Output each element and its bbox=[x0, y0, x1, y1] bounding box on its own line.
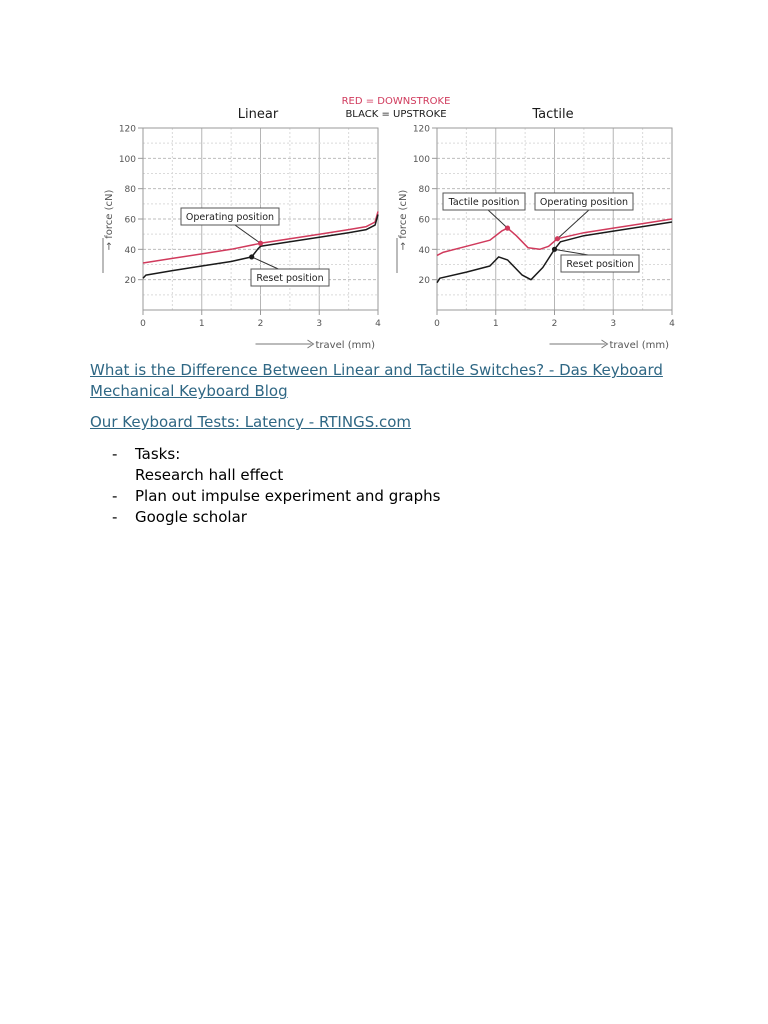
list-dash: - bbox=[112, 487, 118, 505]
link-das-keyboard-line1: What is the Difference Between Linear and Tactile Switches? - Das Keyboard bbox=[90, 361, 663, 379]
chart1-xtick-label: 4 bbox=[375, 319, 381, 329]
chart2-annotation-label: Operating position bbox=[539, 197, 629, 208]
chart2-ytick-label: 20 bbox=[418, 276, 430, 287]
chart1-ytick-label: 100 bbox=[118, 154, 136, 165]
link-rtings[interactable] bbox=[90, 412, 690, 433]
chart1-xtick-label: 0 bbox=[140, 319, 146, 329]
task-text: Google scholar bbox=[135, 508, 247, 526]
task-list bbox=[112, 444, 712, 528]
chart1-xtick-label: 2 bbox=[257, 319, 264, 329]
chart2-xlabel: travel (mm) bbox=[609, 340, 669, 351]
reference-links bbox=[90, 360, 690, 433]
chart2-xtick-label: 0 bbox=[434, 319, 440, 329]
chart2-ytick-label: 100 bbox=[412, 154, 430, 165]
list-item bbox=[112, 444, 712, 486]
chart2-ytick-label: 80 bbox=[418, 185, 430, 196]
chart1-annotation-point bbox=[258, 241, 263, 246]
chart2-ytick-label: 40 bbox=[418, 245, 430, 256]
list-item bbox=[112, 507, 712, 528]
task-text: Research hall effect bbox=[135, 466, 284, 484]
chart1-title: Linear bbox=[237, 107, 279, 122]
chart1-annotation-label: Reset position bbox=[256, 273, 324, 284]
chart2-annotation-point bbox=[505, 226, 510, 231]
list-dash: - bbox=[112, 445, 118, 463]
chart2-annotation-label: Reset position bbox=[566, 259, 634, 270]
chart1-annotation-label: Operating position bbox=[185, 212, 275, 223]
chart2-xtick-label: 2 bbox=[551, 319, 558, 329]
switch-force-curve-figure bbox=[88, 88, 684, 358]
chart1-xtick-label: 3 bbox=[316, 319, 323, 329]
chart1-ytick-label: 20 bbox=[124, 276, 136, 287]
task-heading: Tasks: bbox=[135, 445, 181, 463]
link-das-keyboard[interactable] bbox=[90, 360, 690, 402]
list-item bbox=[112, 486, 712, 507]
chart1-xtick-label: 1 bbox=[198, 319, 205, 329]
chart2-ytick-label: 60 bbox=[418, 215, 430, 226]
task-text: Plan out impulse experiment and graphs bbox=[135, 487, 441, 505]
chart1-ytick-label: 120 bbox=[118, 124, 136, 135]
link-rtings-label: Our Keyboard Tests: Latency - RTINGS.com bbox=[90, 413, 412, 431]
chart1-xlabel: travel (mm) bbox=[315, 340, 375, 351]
link-das-keyboard-line2: Mechanical Keyboard Blog bbox=[90, 382, 288, 400]
force-travel-charts bbox=[88, 88, 684, 358]
chart2-annotation-point bbox=[555, 236, 560, 241]
list-dash: - bbox=[112, 508, 118, 526]
chart1-annotation-point bbox=[249, 254, 254, 259]
chart2-annotation-label: Tactile position bbox=[448, 197, 520, 208]
chart2-annotation-leader bbox=[555, 249, 589, 255]
chart2-annotation-point bbox=[552, 247, 557, 252]
chart1-ytick-label: 80 bbox=[124, 185, 136, 196]
chart2-xtick-label: 1 bbox=[492, 319, 499, 329]
chart1-ylabel: → force (cN) bbox=[104, 189, 115, 251]
chart1-ytick-label: 60 bbox=[124, 215, 136, 226]
legend-downstroke: RED = DOWNSTROKE bbox=[341, 96, 451, 107]
chart2-xtick-label: 3 bbox=[610, 319, 617, 329]
chart1-annotation-leader bbox=[252, 257, 279, 269]
chart2-xtick-label: 4 bbox=[669, 319, 675, 329]
chart2-ytick-label: 120 bbox=[412, 124, 430, 135]
legend-upstroke: BLACK = UPSTROKE bbox=[345, 109, 447, 120]
chart2-ylabel: → force (cN) bbox=[398, 189, 409, 251]
chart2-title: Tactile bbox=[532, 107, 574, 122]
chart1-ytick-label: 40 bbox=[124, 245, 136, 256]
